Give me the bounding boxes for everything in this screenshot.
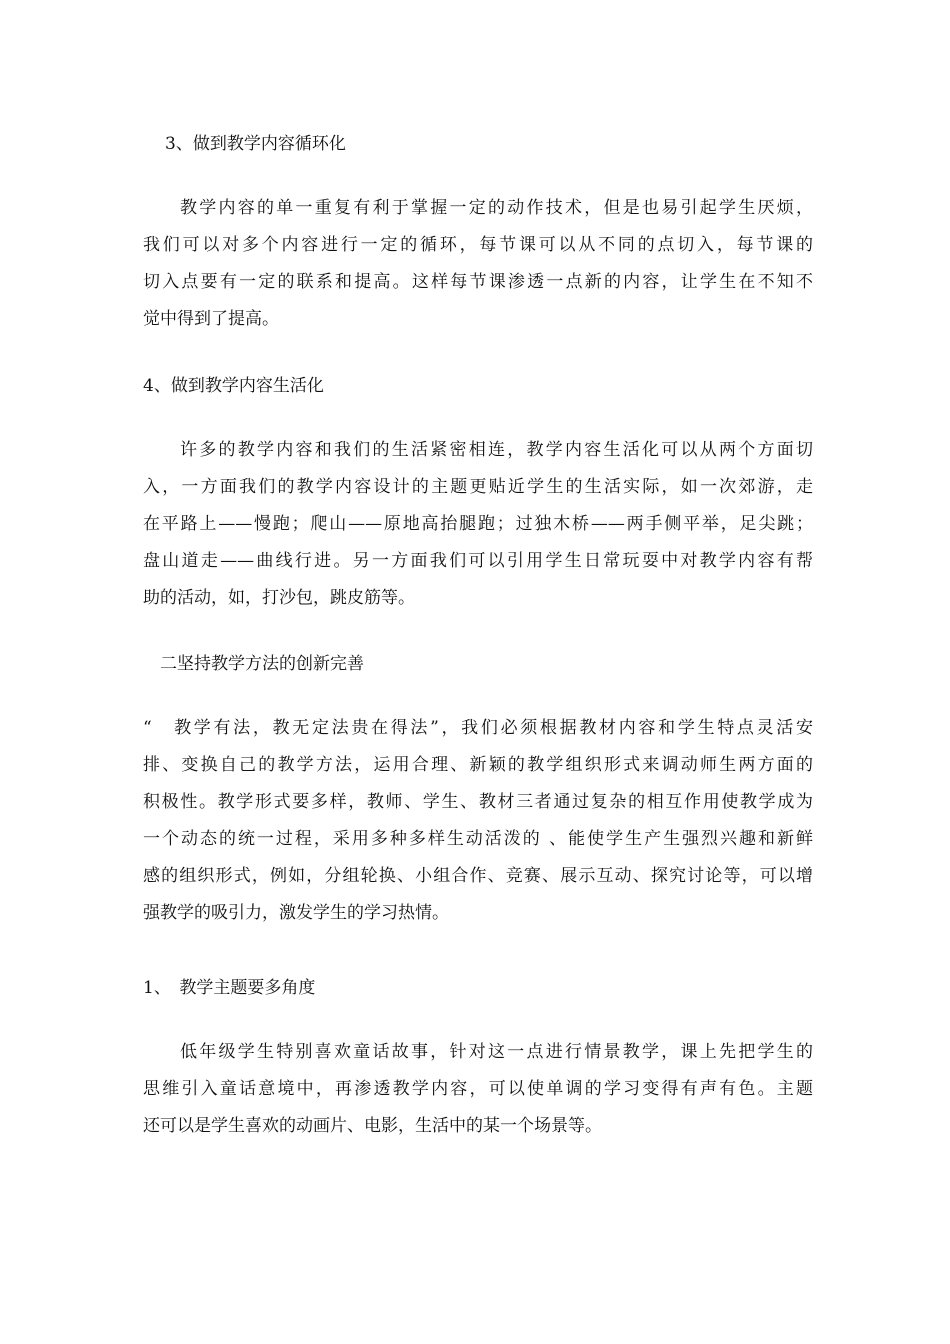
paragraph-line: 感的组织形式，例如，分组轮换、小组合作、竞赛、展示互动、探究讨论等，可以增	[143, 866, 813, 886]
section-heading: 1、 教学主题要多角度	[143, 978, 316, 998]
paragraph-line: 在平路上——慢跑；爬山——原地高抬腿跑；过独木桥——两手侧平举，足尖跳；	[143, 514, 813, 534]
paragraph	[143, 1034, 813, 1145]
section-heading: 4、做到教学内容生活化	[143, 376, 324, 396]
paragraph-line: 觉中得到了提高。	[143, 309, 279, 329]
paragraph	[143, 432, 813, 617]
paragraph-line: 盘山道走——曲线行进。另一方面我们可以引用学生日常玩耍中对教学内容有帮	[143, 551, 813, 571]
paragraph-line: 低年级学生特别喜欢童话故事，针对这一点进行情景教学，课上先把学生的	[180, 1042, 813, 1062]
paragraph-line: 许多的教学内容和我们的生活紧密相连，教学内容生活化可以从两个方面切	[180, 440, 813, 460]
paragraph-line: 积极性。教学形式要多样，教师、学生、教材三者通过复杂的相互作用使教学成为	[143, 792, 813, 812]
paragraph-line: 排、变换自己的教学方法，运用合理、新颖的教学组织形式来调动师生两方面的	[143, 755, 813, 775]
paragraph-line: 入，一方面我们的教学内容设计的主题更贴近学生的生活实际，如一次郊游，走	[143, 477, 813, 497]
paragraph-line: 还可以是学生喜欢的动画片、电影，生活中的某一个场景等。	[143, 1116, 602, 1136]
paragraph-line: “ 教学有法，教无定法贵在得法”，我们必须根据教材内容和学生特点灵活安	[143, 718, 813, 738]
paragraph-line: 思维引入童话意境中，再渗透教学内容，可以使单调的学习变得有声有色。主题	[143, 1079, 813, 1099]
paragraph-line: 强教学的吸引力，激发学生的学习热情。	[143, 903, 449, 923]
paragraph-line: 切入点要有一定的联系和提高。这样每节课渗透一点新的内容，让学生在不知不	[143, 272, 813, 292]
paragraph-line: 一个动态的统一过程，采用多种多样生动活泼的 、能使学生产生强烈兴趣和新鲜	[143, 829, 813, 849]
paragraph-line: 教学内容的单一重复有利于掌握一定的动作技术，但是也易引起学生厌烦，	[180, 198, 813, 218]
paragraph	[143, 710, 813, 932]
paragraph	[143, 190, 813, 338]
section-heading: 二坚持教学方法的创新完善	[160, 654, 364, 674]
section-heading: 3、做到教学内容循环化	[165, 134, 346, 154]
paragraph-line: 助的活动，如，打沙包，跳皮筋等。	[143, 588, 415, 608]
paragraph-line: 我们可以对多个内容进行一定的循环，每节课可以从不同的点切入，每节课的	[143, 235, 813, 255]
